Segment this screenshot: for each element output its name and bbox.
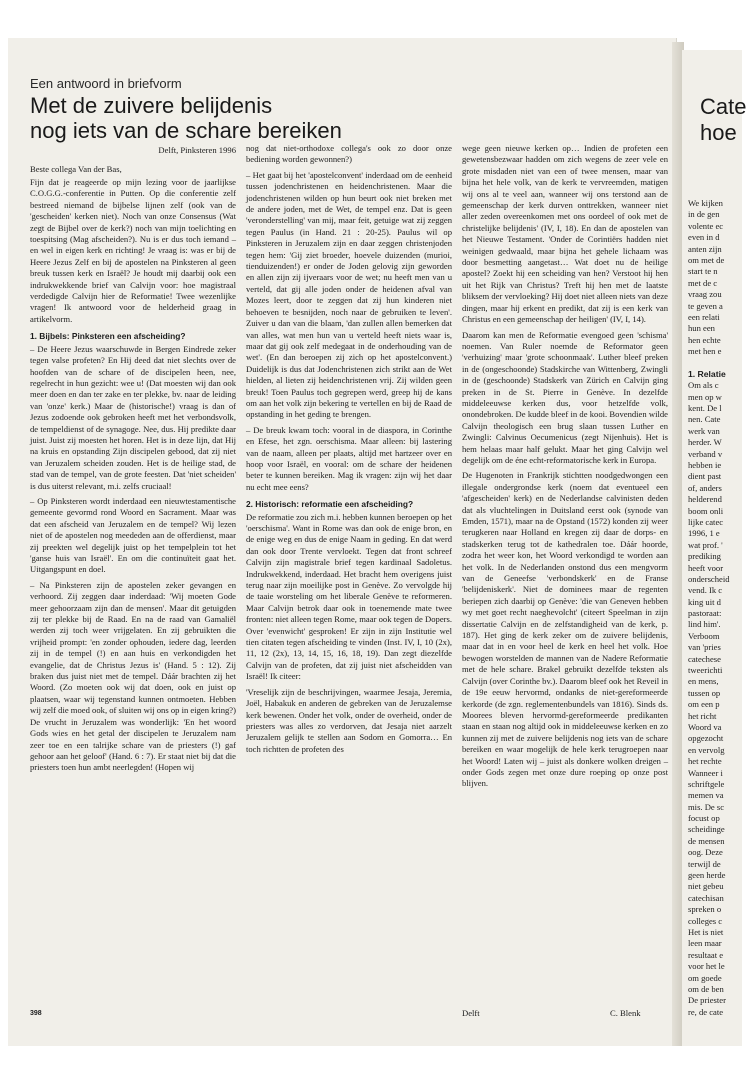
- adjacent-text-line: De priester: [688, 995, 726, 1006]
- headline-line-1: Met de zuivere belijdenis: [30, 93, 273, 118]
- adjacent-text-line: om de ben: [688, 983, 724, 994]
- adjacent-text-line: Om als c: [688, 380, 719, 391]
- section-1-paragraph-1: – De Heere Jezus waarschuwde in Bergen Eindrede zeker tegen valse profeten? En Hij deed dat niet slechts over de hoofden van de schare of de discipelen heen, nee, regelrecht in hun gezicht: wee u! (Dat moesten wij dan ook meer doen en dan ter zake en ter plekke, bv. naar de leiding van 'onze' kerk.) Maar de (historische!) vraag is dan of Jezus zodoende ook gebroken heeft met het verbondsvolk, de tempeldienst of de synagoge. Nee, dus. Hij predikte daar juist. Juist zij moesten het horen. Het is in deze lijn, dat Hij na kruis en opstanding Zijn discipelen gebood, dat zij niet van Jeruzalem scheiden zouden. Het is de heilige stad, de stad van de tempel, van de grote feesten. Dat 'niet scheiden' is dus uiterst relevant, m.i. zelfs cruciaal!: [30, 343, 236, 491]
- section-1-paragraph-3: – Na Pinksteren zijn de apostelen zeker gevangen en verhoord. Zij zeggen daar inderdaad: 'Wij moeten Gode meer gehoorzaam zijn dan de mensen'. Maar dit getuigden zij ter plekke bij de Raad. En na de raad van Gamaliël werden zij toch weer vrijgelaten. En zij gebruikten die vrijheid prompt: 'en zonder ophouden, iedere dag, leerden zij in de tempel (!) en aan huis en verkondigden het evangelie, dat de Christus Jezus is' (Hand. 5 : 12). Zij braken dus juist niet met de tempel. Dáár brachten zij het Woord. (Zo moeten ook wij dat doen, ook en juist op plaatsen, waar wij tegenstand kunnen ontmoeten. Hebben wij zelf die moed ook, of sluiten wij ons op in eigen kring?) De vrucht in Jeruzalem was wonderlijk: 'En het woord Gods wies en het getal der discipelen te Jeruzalem nam zeer toe en een talrijke schare van de priesters (!) gaf gehoor aan het geloof' (Hand. 6 : 7). Er staat niet bij dat die priesters toen hun ambt neerlegden! (Hopen wij: [30, 579, 236, 773]
- column-2-paragraph-4: De reformatie zou zich m.i. hebben kunnen beroepen op het 'oerschisma'. Want in Rome was dan ook de enige bron, en de enige weg en dus de enige Naam in geding. En dat werd dan ook door Trente vervloekt. Tegen dat front schreef Calvijn zijn magistrale brief tegen kardinaal Sadoletus. Indrukwekkend, inderdaad. Het bracht hem overigens juist terug naar zijn moeilijke post in Genève. Zo vervolgde hij de taaie worsteling om het liberale Genève te reformeren. Maar Calvijn betrok daar ook in toenemende mate twee fronten: niet alleen tegen Rome, maar ook tegen de Dopers. Over 'evenwicht' gesproken! Er zijn in zijn Institutie wel tien citaten tegen afscheiding te vinden (Inst. IV, I, 10 (2x), 11, 12 (2x), 13, 14, 15, 16, 18, 19). Dan zegt diezelfde Calvijn van de profeten, dat zij juist niet afscheidden van Israël! Ik citeer:: [246, 511, 452, 682]
- adjacent-text-line: heeft voor: [688, 562, 724, 573]
- adjacent-text-line: Verboom: [688, 630, 720, 641]
- adjacent-text-line: tussen op: [688, 687, 721, 698]
- column-2-paragraph-3: – De breuk kwam toch: vooral in de diaspora, in Corinthe en Efese, het zgn. oerschisma. Maar alleen: bij lastering van de naam, alleen per plaats, altijd met hartzeer over en hoop voor Israël, en vooral: om de schare der heidenen beter te kunnen bereiken. Mag ik vragen: zijn wij het daar nu echt mee eens?: [246, 424, 452, 492]
- article-column-1: [30, 177, 236, 1019]
- adjacent-text-line: terwijl de: [688, 858, 721, 869]
- adjacent-text-line: volente ec: [688, 220, 724, 231]
- adjacent-text-line: om met de: [688, 254, 725, 265]
- adjacent-text-line: scheidinge: [688, 824, 725, 835]
- adjacent-text-line: het richt: [688, 710, 717, 721]
- adjacent-text-line: prediking: [688, 551, 721, 562]
- adjacent-text-line: werk van: [688, 425, 720, 436]
- headline-line-2: nog iets van de schare bereiken: [30, 118, 342, 143]
- column-2-paragraph-1: nog dat niet-orthodoxe collega's ook zo door onze bediening worden gewonnen?): [246, 143, 452, 165]
- adjacent-text-line: herder. W: [688, 437, 722, 448]
- adjacent-page: [682, 50, 746, 1046]
- adjacent-text-line: vend. Ik c: [688, 585, 723, 596]
- intro-paragraph: Fijn dat je reageerde op mijn lezing voor de jaarlijkse C.O.G.G.-conferentie in Putten. Op die conferentie zelf bestreed niemand de bijbelse lijnen zelf (ook van de 'gescheiden' kerken niet). Noch van onze Consensus (Wat zegt de Bijbel over de kerk?) noch van mijn toelichting en toespitsing (Mag afscheiden?). Nu is er dus toch iemand – en wel in eigen kerk en richting! Je vraag is: was er bij de Heere Jezus Zelf en bij de apostelen na Pinksteren al geen breuk tussen kerk en Israël? Je houdt mij daarbij ook een indrukwekkende brief van Calvijn voor: hoe magistraal verdedigde Calvijn hier de Reformatie! Twee wezenlijke vragen! Ik antwoord voor de helderheid graag in artikelvorm.: [30, 177, 236, 324]
- adjacent-text-line: [688, 357, 730, 368]
- adjacent-text-line: Wanneer i: [688, 767, 723, 778]
- closing-place: Delft: [462, 1008, 480, 1018]
- adjacent-text-line: nen. Cate: [688, 414, 721, 425]
- adjacent-text-line: helderend: [688, 494, 722, 505]
- article-headline: [30, 93, 460, 143]
- section-1-paragraph-2: – Op Pinksteren wordt inderdaad een nieuwtestamentische gemeente gevormd rond Woord en Sacrament. Maar was dat een afscheid van Jeruzalem en de tempel? Wij lezen niet of de apostelen nog meededen aan de offerdienst, maar zij preekten wel degelijk juist op het tempelplein tot het 'ganse huis van Israël'. En om die continuïteit gaat het. Uitgangspunt en doel.: [30, 495, 236, 575]
- adjacent-text-line: re, de cate: [688, 1006, 724, 1017]
- adjacent-text-line: start te n: [688, 266, 718, 277]
- adjacent-headline-line-1: Cate: [700, 94, 746, 119]
- adjacent-page-text: [688, 198, 730, 1018]
- adjacent-text-line: Woord va: [688, 721, 722, 732]
- adjacent-text-line: geen herde: [688, 870, 726, 881]
- adjacent-text-line: vraag zou: [688, 289, 722, 300]
- adjacent-text-line: en vervolg: [688, 744, 725, 755]
- article-kicker: Een antwoord in briefvorm: [30, 76, 182, 91]
- adjacent-text-line: men op w: [688, 391, 722, 402]
- adjacent-text-line: 1. Relatie: [688, 368, 726, 379]
- adjacent-text-line: mis. De sc: [688, 801, 725, 812]
- adjacent-text-line: het rechte: [688, 756, 722, 767]
- adjacent-text-line: een relati: [688, 311, 720, 322]
- section-2-heading: 2. Historisch: reformatie een afscheiding?: [246, 499, 414, 510]
- adjacent-text-line: schriftgele: [688, 778, 725, 789]
- adjacent-text-line: lijke catec: [688, 516, 724, 527]
- adjacent-text-line: hen echte: [688, 334, 721, 345]
- adjacent-text-line: focust op: [688, 813, 720, 824]
- column-2-paragraph-5: 'Vreselijk zijn de beschrijvingen, waarmee Jesaja, Jeremia, Joël, Habakuk en anderen de gebreken van de Jeruzalemse kerk bewenen. Onder het volk, onder de overheid, onder de priesters was alles zo verdorven, dat Jesaja niet aarzelt Jeruzalem gelijk te stellen aan Sodom en Gomorra… En toch richtten de profeten des: [246, 686, 452, 754]
- adjacent-text-line: spreken o: [688, 904, 722, 915]
- article-column-2: [246, 143, 452, 1019]
- adjacent-text-line: om een p: [688, 699, 720, 710]
- column-3-paragraph-2: Daarom kan men de Reformatie evengoed geen 'schisma' noemen. Van Ruler noemde de Reformator geen 'verhuizing' maar 'grote schoonmaak'. Luther bleef preken in de (ongeschoonde) Stadskirche van Wittenberg, Zwingli in de (geschoonde) Stadskerk van Zürich en Calvijn ging preken in de St. Pierre in Genève. In dezelfde middeleeuwse kerken dus, voor hetzelfde volk, onondebroken. De kudde bleef in de kooi. Bovendien wilde Calvijn theologisch een brug slaan tussen Luther en Zwingli: Calvinus Oecumenicus (zegt Nijenhuis). Het is hem helaas maar half gelukt. Maar het ging Calvijn wel degelijk om de éne echt-reformatorische kerk in Europa.: [462, 329, 668, 465]
- adjacent-text-line: dient past: [688, 471, 722, 482]
- column-3-paragraph-3: De Hugenoten in Frankrijk stichtten noodgedwongen een illegale ondergrondse kerk (noem dat eventueel een 'afgescheiden' kerk) en de Nederlandse calvinisten deden dat als vluchtelingen in Duitsland eerst ook (synode van Emden, 1571), maar na de Opstand (1572) konden zij weer terugkeren naar Holland en kregen zij daar de dorps- en stadskerken terug tot de kathedralen toe. Dáár hoorde, zodra het weer kon, het Woord verkondigd te worden aan het volk. In de Nederlanden onstond dus een mengvorm van de Geneefse 'verbondskerk' en de Franse 'belijdeniskerk'. Niet de dominees maar de regenten beriepen zich daarbij op Genève: 'die van Geneven hebben wy met goet recht naeghevolcht' (citeert Speelman in zijn dissertatie Calvijn en de zelfstandigheid van de kerk, p. 187). Het ging de kerk zeker om de zuivere belijdenis, maar dat in en voor heel de kerk en heel het volk. Hoe bewogen worstelden de mannen van de Nadere Reformatie met de hele schare. Brakel gebruikt dezelfde teksten als Calvijn (over Corinthe bv.). Daarom bleef ook het Reveil in de 19e eeuw hervormd, ondanks de niet-gereformeerde kerkorde (de zgn. reglementenbundels van 1816). Sinds ds. Moorees bleven hervormd-gereformeerde predikanten staan en staan nog altijd ook in middeleeuwse kerken en zo kunnen zij met de zuivere belijdenis nog iets van de schare bereiken en waar mogelijk de hele kerk terugroepen naar het Woord! Laten wij – juist als donkere wolken dreigen – onder Gods zegen met onze dure roeping op onze post blijven.: [462, 470, 668, 789]
- adjacent-text-line: memen va: [688, 790, 724, 801]
- adjacent-headline-line-2: hoe: [700, 120, 737, 145]
- adjacent-text-line: catechisan: [688, 892, 724, 903]
- author-signature: C. Blenk: [610, 1008, 641, 1018]
- adjacent-text-line: de mensen: [688, 835, 725, 846]
- adjacent-text-line: wat prof. ': [688, 539, 723, 550]
- section-1-heading: 1. Bijbels: Pinksteren een afscheiding?: [30, 331, 186, 342]
- column-2-paragraph-2: – Het gaat bij het 'apostelconvent' inderdaad om de eenheid tussen jodenchristenen en heidenchristenen. Maar die jodenchristenen wilden op hun beurt ook niet breken met de andere joden, met de Wet, de tempel enz. Dat is geen 'veronderstelling' van mij, maar feit, getuige wat zij zeggen tegen Paulus (in Hand. 21 : 20-25). Paulus wil op Pinksteren in Jeruzalem zijn en daar zeggen christenjoden tegen hem: 'Gij ziet broeder, hoevele duizenden (murioi, tienduizenden!) er onder de Joden gelovig zijn geworden en allen zijn zij ijveraars voor de wet; nu heeft men van u verteld, dat gij alle joden onder de heidenen afval van Mozes leert, door te zeggen dat zij hun kinderen niet behoeven te besnijden, noch naar de gebruiken te leven'. Zuiver u dan van die blaam, 'dan zullen allen bemerken dat van alles, wat men hun van u verteld heeft niets waar is, maar dat gij ook zelf medegaat in de onderhouding van de wet'. (En dan beroepen zij zich op het apostelconvent.) Duidelijk is dus dat Jodenchristenen zich strikt aan de Wet hielden, al lieten zij heidenchristenen vrij. Zij wilden geen breuk! Toen Paulus toch gegrepen werd, greep hij de kans om aan het volk zijn bekering te vertellen en bij de Raad de opstanding in het geding te brengen.: [246, 169, 452, 420]
- adjacent-text-line: king uit d: [688, 596, 721, 607]
- adjacent-text-line: met hen e: [688, 346, 722, 357]
- adjacent-text-line: kent. De l: [688, 403, 722, 414]
- adjacent-text-line: of, anders: [688, 482, 722, 493]
- adjacent-text-line: colleges c: [688, 915, 723, 926]
- adjacent-text-line: verband v: [688, 448, 723, 459]
- place-date: Delft, Pinksteren 1996: [158, 145, 236, 155]
- adjacent-text-line: voor het le: [688, 961, 725, 972]
- adjacent-text-line: in de gen: [688, 209, 720, 220]
- column-3-paragraph-1: wege geen nieuwe kerken op… Indien de profeten een gewetensbezwaar hadden om zich wegens de zeer vele en grote misdaden niet van een of twee mensen, maar van bijna het hele volk, van de kerk te vervreemden, matigen wij ons al te veel aan, wanneer wij ons terstond aan de gemeenschap der kerk durven onttrekken, wanneer niet aller zeden overeenkomen met ons oordeel of ook met de christelijke belijdenis' (IV, I, 18). En dan de apostelen van het Nieuwe Testament. 'Onder de Corintiërs hadden niet weinigen gedwaald, maar bijna het gehele lichaam was door besmetting aangetast… Wat doet nu de heilige apostel? Zoekt hij een scheiding van hen? Verstoot hij hen uit het Rijk van Christus? Treft hij hen met de laatste bliksem der vervloeking? Hij doet niet alleen niets van deze dingen, maar hij erkent en predikt, dat zij is een kerk van Christus en een gemeenschap der heiligen' (IV, I, 14).: [462, 143, 668, 325]
- adjacent-text-line: en mens,: [688, 676, 719, 687]
- adjacent-text-line: tweerichti: [688, 665, 723, 676]
- adjacent-text-line: om goede: [688, 972, 722, 983]
- adjacent-text-line: anten zijn: [688, 243, 722, 254]
- adjacent-text-line: even in d: [688, 232, 720, 243]
- adjacent-text-line: boom onli: [688, 505, 724, 516]
- page-number: 398: [30, 1010, 42, 1017]
- adjacent-text-line: pastoraat:: [688, 608, 722, 619]
- adjacent-text-line: met de c: [688, 277, 718, 288]
- adjacent-text-line: We kijken: [688, 198, 723, 208]
- adjacent-text-line: niet gebeu: [688, 881, 724, 892]
- adjacent-text-line: hun een: [688, 323, 715, 334]
- adjacent-text-line: lind him'.: [688, 619, 721, 630]
- adjacent-page-headline: [700, 94, 746, 146]
- adjacent-text-line: hebben ie: [688, 459, 722, 470]
- adjacent-text-line: 1996, 1 e: [688, 528, 720, 539]
- adjacent-text-line: opgezocht: [688, 733, 724, 744]
- adjacent-text-line: onderscheid: [688, 573, 730, 584]
- salutation: Beste collega Van der Bas,: [30, 164, 122, 174]
- article-column-3: [462, 143, 668, 1019]
- adjacent-text-line: oog. Deze: [688, 847, 723, 858]
- adjacent-text-line: resultaat e: [688, 949, 724, 960]
- adjacent-text-line: te geven a: [688, 300, 723, 311]
- adjacent-text-line: catechese: [688, 653, 721, 664]
- adjacent-text-line: van 'pries: [688, 642, 721, 653]
- adjacent-text-line: leen maar: [688, 938, 722, 949]
- adjacent-text-line: Het is niet: [688, 927, 724, 937]
